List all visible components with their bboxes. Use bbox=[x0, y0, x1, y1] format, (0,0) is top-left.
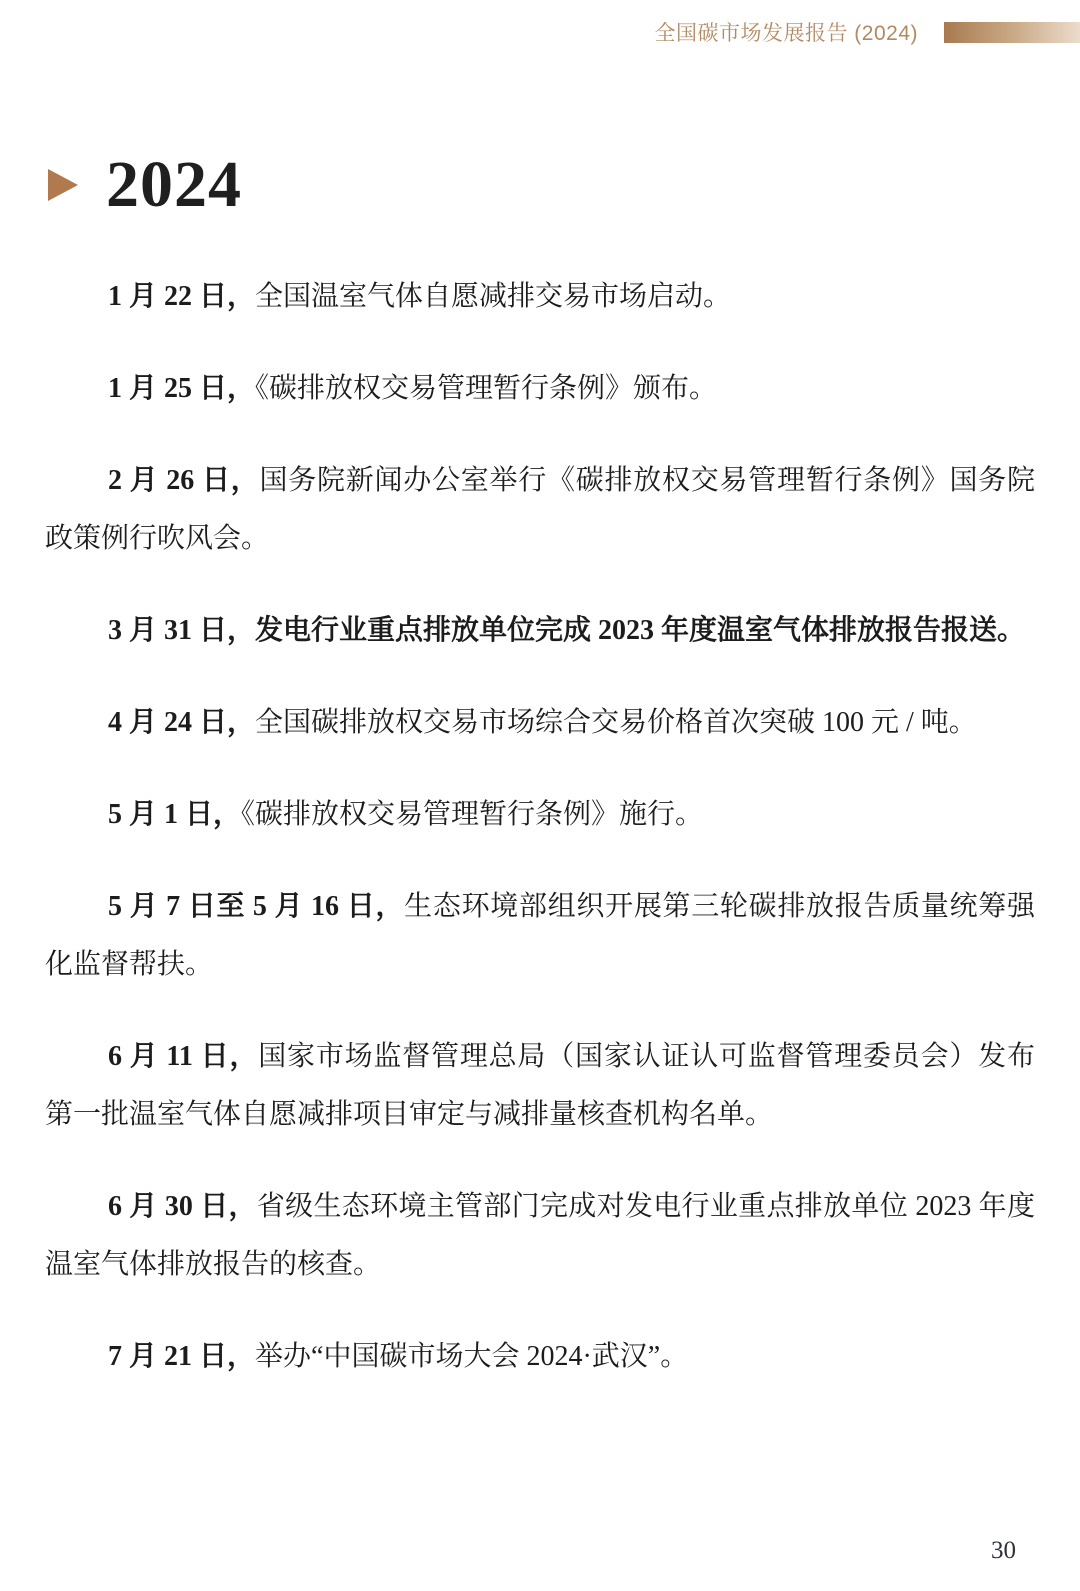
entry-date: 3 月 31 日， bbox=[108, 615, 256, 646]
timeline-entry bbox=[45, 360, 1035, 418]
timeline-content bbox=[45, 268, 1035, 1420]
report-title: 全国碳市场发展报告 (2024) bbox=[654, 22, 918, 45]
entry-text: 发电行业重点排放单位完成 2023 年度温室气体排放报告报送。 bbox=[255, 615, 1026, 646]
entry-date: 6 月 11 日， bbox=[108, 1041, 259, 1072]
entry-text: 举办“中国碳市场大会 2024·武汉”。 bbox=[255, 1341, 689, 1372]
page-number: 30 bbox=[991, 1537, 1016, 1564]
entry-text: 《碳排放权交易管理暂行条例》施行。 bbox=[241, 799, 704, 830]
triangle-marker-icon bbox=[48, 169, 78, 201]
timeline-entry bbox=[45, 452, 1035, 568]
entry-text: 全国温室气体自愿减排交易市场启动。 bbox=[255, 281, 732, 312]
timeline-entry bbox=[45, 1178, 1035, 1294]
entry-date: 7 月 21 日， bbox=[108, 1341, 256, 1372]
entry-date: 1 月 22 日， bbox=[108, 281, 256, 312]
entry-date: 4 月 24 日， bbox=[108, 707, 256, 738]
header-gradient-bar bbox=[944, 22, 1080, 43]
entry-text: 国家市场监督管理总局（国家认证认可监督管理委员会）发布第一批温室气体自愿减排项目审定与减排量核查机构名单。 bbox=[45, 1041, 1035, 1130]
section-year-title: 2024 bbox=[106, 148, 242, 221]
entry-date: 1 月 25 日， bbox=[108, 373, 256, 404]
timeline-entry bbox=[45, 268, 1035, 326]
entry-date: 2 月 26 日， bbox=[108, 465, 260, 496]
entry-text: 生态环境部组织开展第三轮碳排放报告质量统筹强化监督帮扶。 bbox=[45, 891, 1035, 980]
entry-date: 5 月 1 日， bbox=[108, 799, 242, 830]
entry-text: 全国碳排放权交易市场综合交易价格首次突破 100 元 / 吨。 bbox=[255, 707, 977, 738]
timeline-entry bbox=[45, 602, 1035, 660]
page-header bbox=[0, 20, 1080, 44]
entry-text: 《碳排放权交易管理暂行条例》颁布。 bbox=[255, 373, 718, 404]
entry-text: 省级生态环境主管部门完成对发电行业重点排放单位 2023 年度温室气体排放报告的核查。 bbox=[45, 1191, 1035, 1280]
entry-text: 国务院新闻办公室举行《碳排放权交易管理暂行条例》国务院政策例行吹风会。 bbox=[45, 465, 1035, 554]
timeline-entry bbox=[45, 694, 1035, 752]
timeline-entry bbox=[45, 1328, 1035, 1386]
entry-date: 6 月 30 日， bbox=[108, 1191, 257, 1222]
entry-date: 5 月 7 日至 5 月 16 日， bbox=[108, 891, 405, 922]
timeline-entry bbox=[45, 878, 1035, 994]
timeline-entry bbox=[45, 1028, 1035, 1144]
section-title-row bbox=[48, 148, 242, 221]
timeline-entry bbox=[45, 786, 1035, 844]
